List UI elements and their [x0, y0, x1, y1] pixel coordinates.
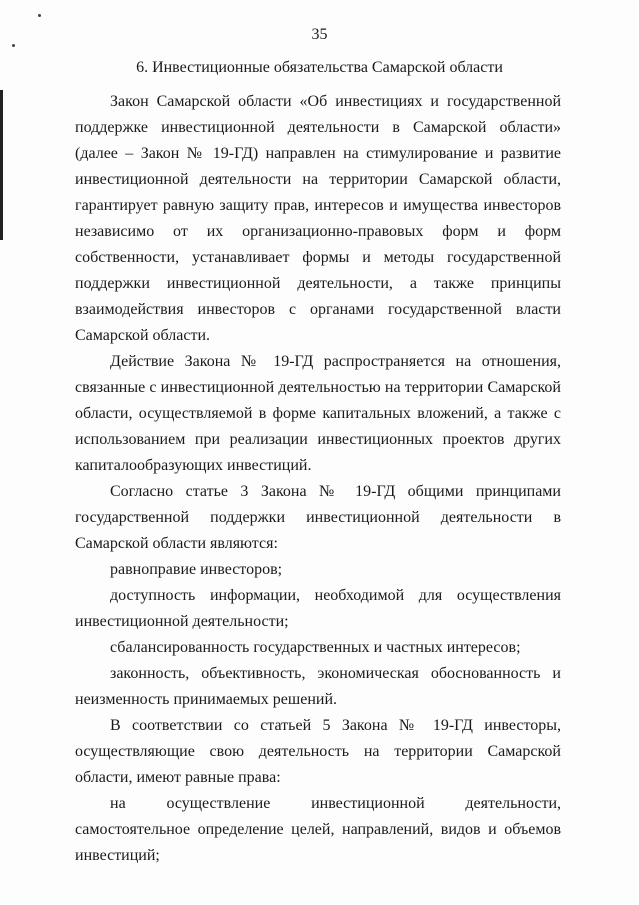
scan-speck [12, 44, 15, 47]
list-item-principle: равноправие инвесторов; [110, 561, 283, 578]
paragraph-law-scope: Действие Закона № 19-ГД распространяется на отношения, связанные с инвестиционной деятельностью на территории Самарской области, осуществляемой в форме капитальных вложений, а также с использованием при реализации инвестиционных проектов других капиталообразующих инвестиций. [75, 353, 561, 474]
section-title: 6. Инвестиционные обязательства Самарской области [136, 59, 503, 76]
scan-speck [38, 14, 41, 17]
list-item-principle: законность, объективность, экономическая обоснованность и неизменность принимаемых решений. [75, 665, 561, 708]
paragraph-investor-rights-intro: В соответствии со статьей 5 Закона № 19-ГД инвесторы, осуществляющие свою деятельность на территории Самарской области, имеют равные права: [75, 717, 561, 786]
list-item-investor-right: на осуществление инвестиционной деятельности, самостоятельное определение целей, направлений, видов и объемов инвестиций; [75, 795, 561, 864]
scan-edge-mark [0, 90, 3, 240]
page-number: 35 [311, 26, 328, 43]
document-body [75, 89, 561, 869]
list-item-principle: доступность информации, необходимой для осуществления инвестиционной деятельности; [75, 587, 561, 630]
paragraph-principles-intro: Согласно статье 3 Закона № 19-ГД общими принципами государственной поддержки инвестиционной деятельности в Самарской области являются: [75, 483, 561, 552]
list-item-principle: сбалансированность государственных и частных интересов; [110, 639, 521, 656]
paragraph-law-purpose: Закон Самарской области «Об инвестициях и государственной поддержке инвестиционной деятельности в Самарской области» (далее – Закон № 19-ГД) направлен на стимулирование и развитие инвестиционной деятельности на территории Самарской области, гарантирует равную защиту прав, интересов и имущества инвесторов независимо от их организационно-правовых форм и форм собственности, устанавливает формы и методы государственной поддержки инвестиционной деятельности, а также принципы взаимодействия инвесторов с органами государственной власти Самарской области. [75, 93, 561, 344]
